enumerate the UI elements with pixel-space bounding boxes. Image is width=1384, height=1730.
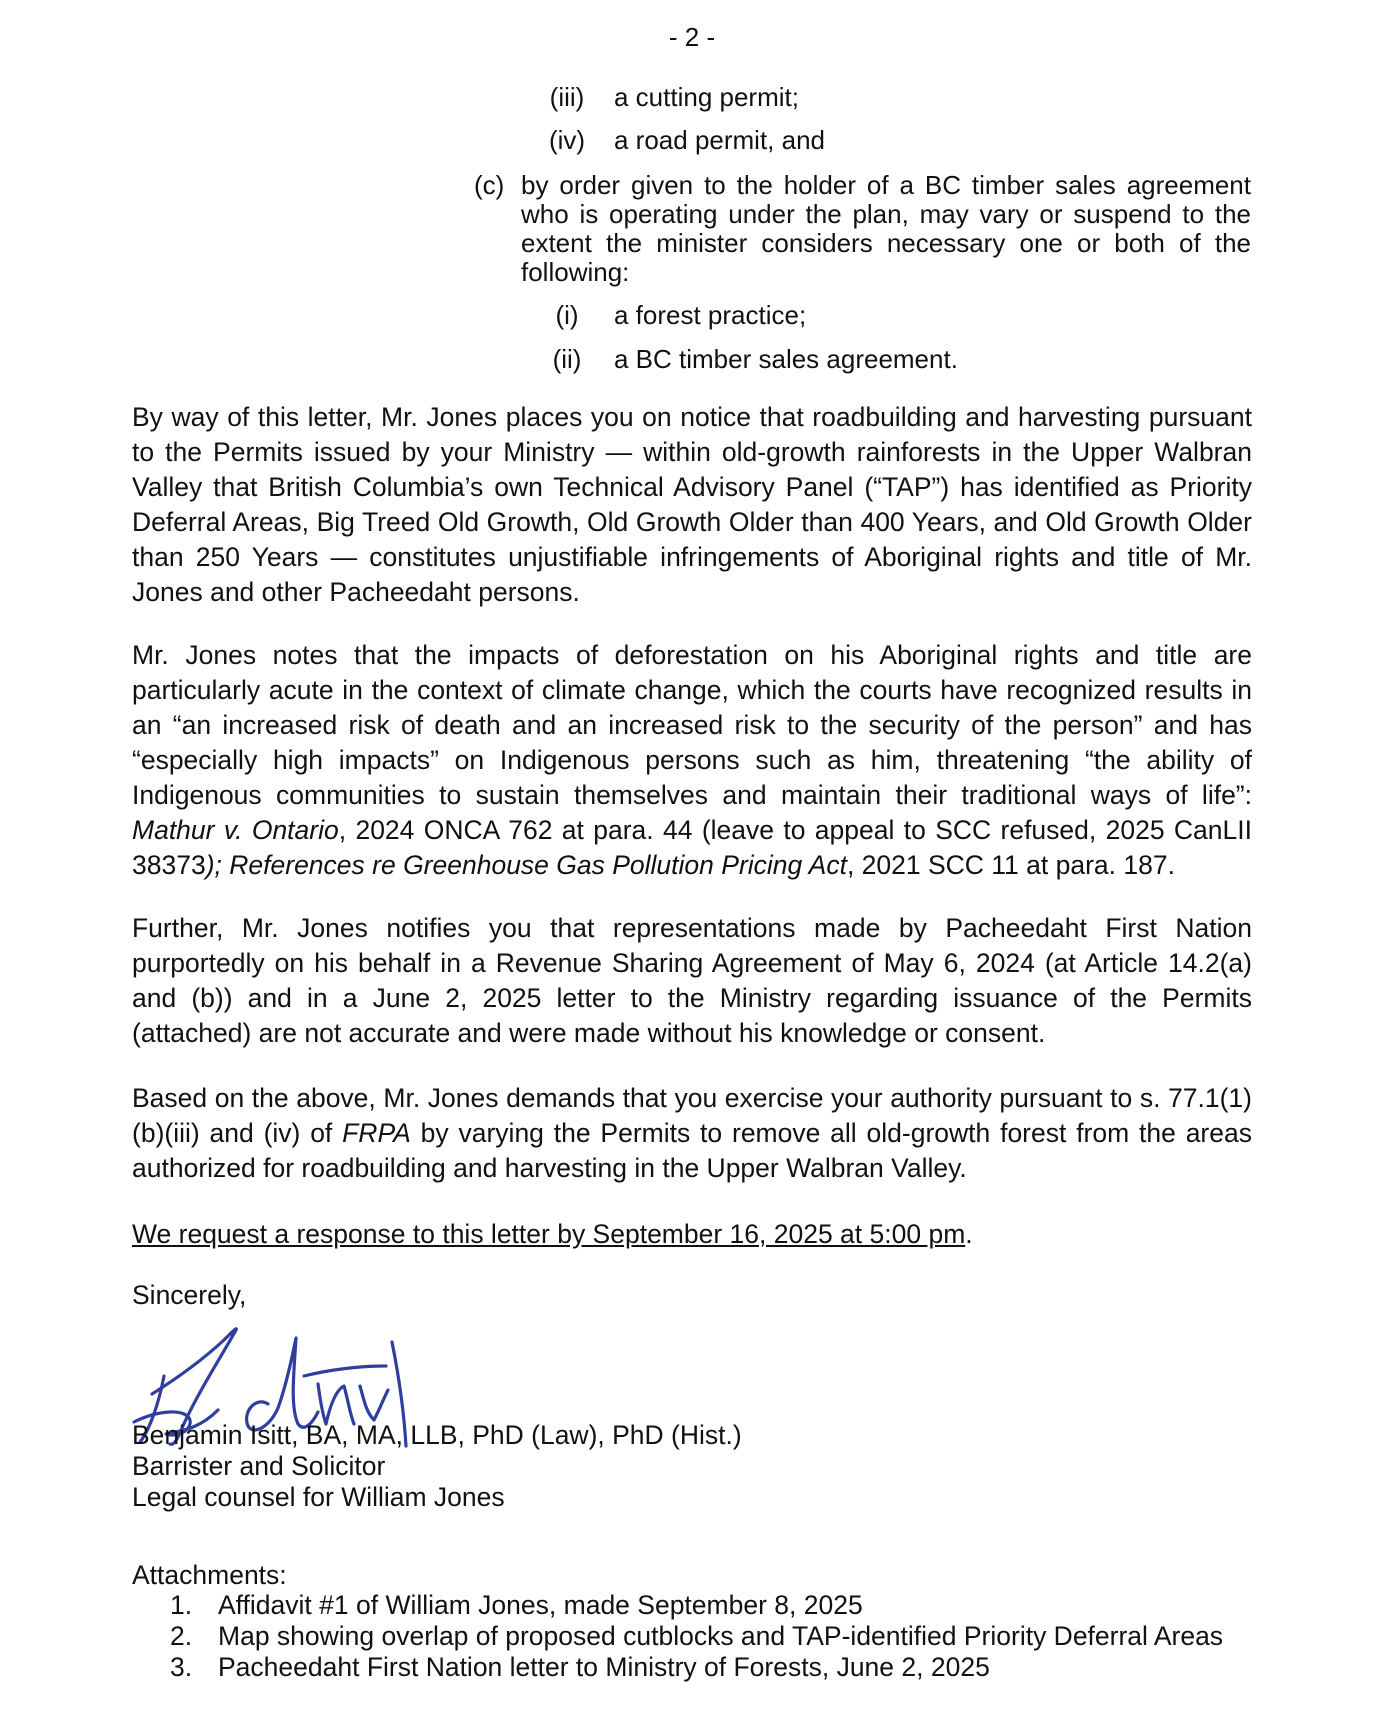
attachments-heading: Attachments: xyxy=(132,1560,287,1590)
signature-stroke xyxy=(304,1366,386,1376)
response-deadline xyxy=(132,1218,973,1250)
paragraph-demand xyxy=(132,1081,1252,1186)
attachment-number: 2. xyxy=(170,1621,193,1651)
deadline-text: We request a response to this letter by September 16, 2025 at 5:00 pm xyxy=(132,1219,966,1249)
signature-block xyxy=(132,1420,742,1513)
subitem-iii xyxy=(530,82,799,112)
subitem-number: (ii) xyxy=(552,344,582,374)
attachment-item xyxy=(170,1652,1223,1683)
attachments-list xyxy=(170,1590,1223,1683)
attachment-text: Pacheedaht First Nation letter to Ministry of Forests, June 2, 2025 xyxy=(218,1652,990,1682)
item-c-text: by order given to the holder of a BC timber sales agreement who is operating under the plan, may vary or suspend to the extent the minister considers necessary one or both of the following: xyxy=(521,170,1251,287)
subitem-text: a BC timber sales agreement. xyxy=(614,344,958,374)
signer-title: Barrister and Solicitor xyxy=(132,1451,386,1481)
citation-references: , 2021 SCC 11 at para. 187. xyxy=(846,850,1175,880)
signer-name: Benjamin Isitt, BA, MA, LLB, PhD (Law), PhD (Hist.) xyxy=(132,1420,742,1450)
paragraph-representations: Further, Mr. Jones notifies you that representations made by Pacheedaht First Nation purportedly on his behalf in a Revenue Sharing Agreement of May 6, 2024 (at Article 14.2(a) and (b)) and in a June 2, 2025 letter to the Ministry regarding issuance of the Permits (attached) are not accurate and were made without his knowledge or consent. xyxy=(132,913,1252,1048)
subitem-number: (iv) xyxy=(548,125,586,155)
citation-mathur: , 2024 ONCA 762 at para. 44 (leave to appeal to SCC refused, 2025 CanLII 38373 xyxy=(132,815,1252,880)
page-number: - 2 - xyxy=(668,22,716,52)
paragraph-climate-text: Mr. Jones notes that the impacts of deforestation on his Aboriginal rights and title are particularly acute in the context of climate change, which the courts have recognized results in an “an increased risk of death and an increased risk to the security of the person” and has “especially high impacts” on Indigenous persons such as him, threatening “the ability of Indigenous communities to sustain themselves and maintain their traditional ways of life”: xyxy=(132,640,1252,810)
paragraph-climate xyxy=(132,638,1252,883)
item-c-label: (c) xyxy=(474,170,505,200)
paragraph-demand-text: Based on the above, Mr. Jones demands that you exercise your authority pursuant to s. 77.1(1)(b)(iii) and (iv) of xyxy=(132,1083,1252,1148)
case-name-mathur: Mathur v. Ontario xyxy=(132,815,339,845)
attachment-item xyxy=(170,1621,1223,1652)
signature-stroke xyxy=(360,1386,388,1420)
subitem-number: (iii) xyxy=(549,82,585,112)
attachment-number: 1. xyxy=(170,1590,193,1620)
attachment-item xyxy=(170,1590,1223,1621)
case-name-references: References re Greenhouse Gas Pollution Pricing Act xyxy=(229,850,847,880)
signer-role: Legal counsel for William Jones xyxy=(132,1482,505,1512)
subitem-iv xyxy=(530,125,825,155)
deadline-period: . xyxy=(965,1219,973,1249)
subitem-text: a cutting permit; xyxy=(614,82,799,112)
subitem-number: (i) xyxy=(555,300,579,330)
subitem-i xyxy=(530,300,806,330)
attachment-text: Map showing overlap of proposed cutblocks and TAP-identified Priority Deferral Areas xyxy=(218,1621,1224,1651)
act-name: FRPA xyxy=(342,1118,411,1148)
citation-close: ); xyxy=(205,850,222,880)
attachment-text: Affidavit #1 of William Jones, made September 8, 2025 xyxy=(218,1590,863,1620)
subitem-ii xyxy=(530,344,958,374)
subitem-text: a road permit, and xyxy=(614,125,826,155)
paragraph-notice: By way of this letter, Mr. Jones places you on notice that roadbuilding and harvesting pursuant to the Permits issued by your Ministry — within old-growth rainforests in the Upper Walbran Valley that British Columbia’s own Technical Advisory Panel (“TAP”) has identified as Priority Deferral Areas, Big Treed Old Growth, Old Growth Older than 400 Years, and Old Growth Older than 250 Years — constitutes unjustifiable infringements of Aboriginal rights and title of Mr. Jones and other Pacheedaht persons. xyxy=(132,402,1252,607)
subitem-text: a forest practice; xyxy=(614,300,807,330)
signature-stroke xyxy=(318,1384,354,1424)
paragraph-demand-tail: by varying the Permits to remove all old-growth forest from the areas authorized for roadbuilding and harvesting in the Upper Walbran Valley. xyxy=(132,1118,1252,1183)
closing: Sincerely, xyxy=(132,1280,247,1310)
attachment-number: 3. xyxy=(170,1652,193,1682)
signature-stroke xyxy=(247,1338,318,1430)
